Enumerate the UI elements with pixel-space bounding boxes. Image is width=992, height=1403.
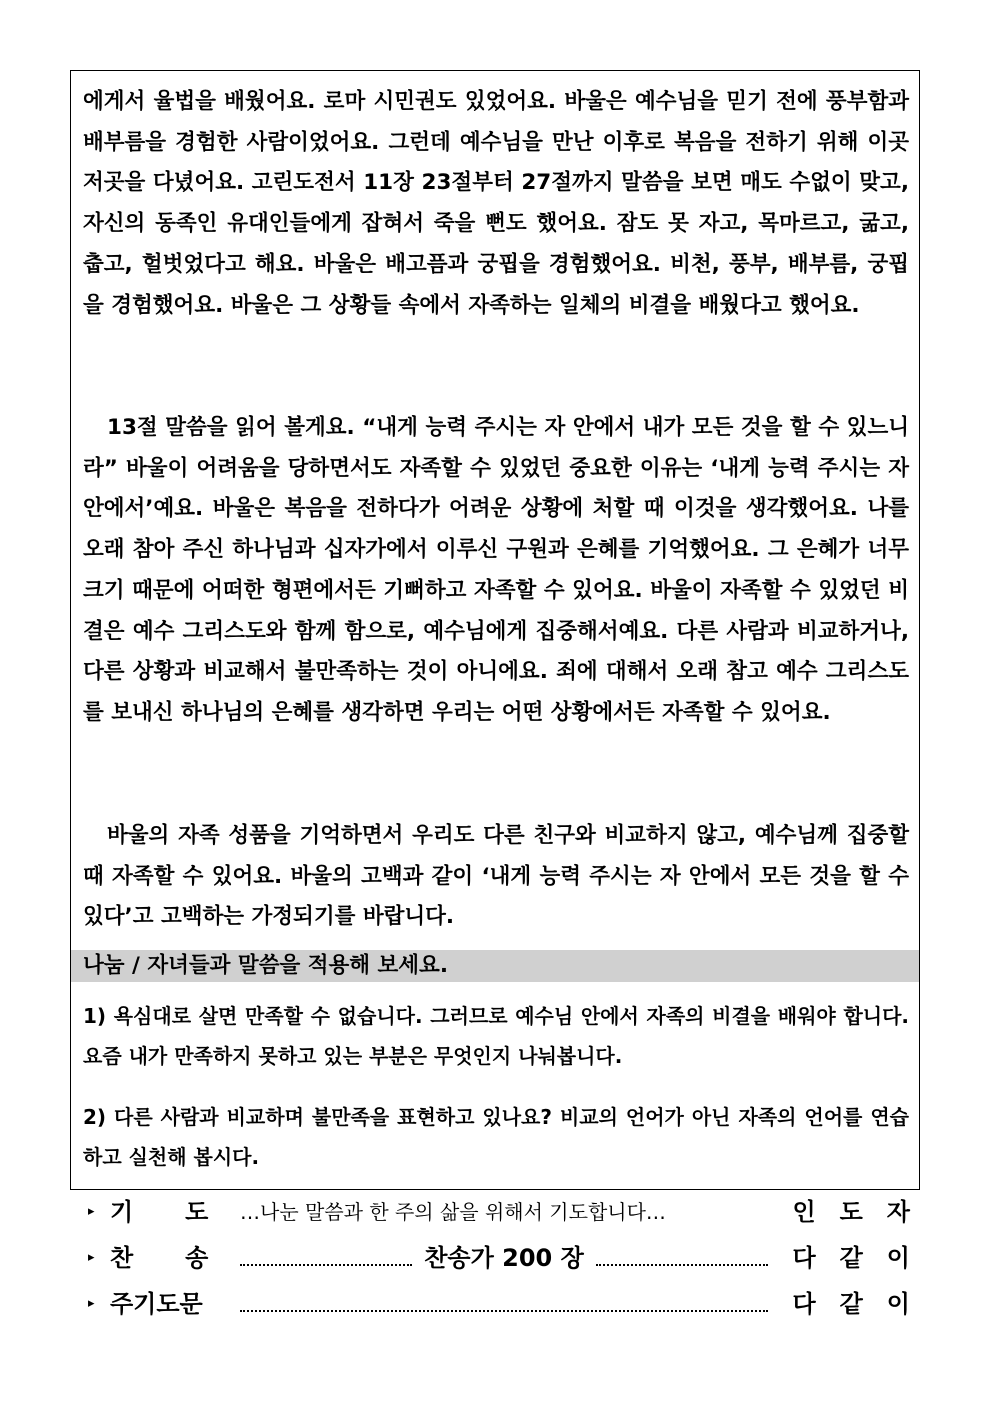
order-label: 찬송 — [110, 1244, 261, 1272]
order-middle — [240, 1192, 768, 1232]
order-label: 기도 — [110, 1198, 261, 1226]
order-middle — [240, 1284, 768, 1324]
order-middle — [240, 1238, 768, 1278]
dotted-leader — [240, 1264, 412, 1266]
order-description: 찬송가 200 장 — [424, 1244, 584, 1272]
order-label: 주기도문 — [110, 1290, 203, 1318]
order-leader: 다같이 — [792, 1244, 934, 1272]
sharing-question-2: 2) 다른 사람과 비교하며 불만족을 표현하고 있나요? 비교의 언어가 아닌 자족의 언어를 연습하고 실천해 봅시다. — [83, 1105, 909, 1169]
order-leader: 다같이 — [792, 1290, 934, 1318]
order-description: …나눈 말씀과 한 주의 삶을 위해서 기도합니다… — [240, 1200, 666, 1224]
body-paragraph-1: 에게서 율법을 배웠어요. 로마 시민권도 있었어요. 바울은 예수님을 믿기 전에 풍부함과 배부름을 경험한 사람이었어요. 그런데 예수님을 만난 이후로 복음을 전하기 위해 이곳저곳을 다녔어요. 고린도전서 11장 23절부터 27절까지 말씀을 보면 매도 수없이 맞고, 자신의 동족인 유대인들에게 잡혀서 죽을 뻔도 했어요. 잠도 못 자고, 목마르고, 굶고, 춥고, 헐벗었다고 해요. 바울은 배고픔과 궁핍을 경험했어요. 비천, 풍부, 배부름, 궁핍을 경험했어요. 바울은 그 상황들 속에서 자족하는 일체의 비결을 배웠다고 했어요. — [83, 89, 909, 318]
bullet-arrow-icon: ▸ — [88, 1204, 95, 1219]
bullet-arrow-icon: ▸ — [88, 1296, 95, 1311]
dotted-leader — [596, 1264, 768, 1266]
order-leader: 인도자 — [792, 1198, 934, 1226]
sharing-title: 나눔 / 자녀들과 말씀을 적용해 보세요. — [83, 953, 448, 978]
order-row-hymn — [88, 1238, 934, 1278]
order-row-lords-prayer — [88, 1284, 934, 1324]
order-row-prayer — [88, 1192, 934, 1232]
body-paragraph-2: 13절 말씀을 읽어 볼게요. “내게 능력 주시는 자 안에서 내가 모든 것을 할 수 있느니라” 바울이 어려움을 당하면서도 자족할 수 있었던 중요한 이유는 ‘내게 능력 주시는 자 안에서’예요. 바울은 복음을 전하다가 어려운 상황에 처할 때 이것을 생각했어요. 나를 오래 참아 주신 하나님과 십자가에서 이루신 구원과 은혜를 기억했어요. 그 은혜가 너무 크기 때문에 어떠한 형편에서든 기뻐하고 자족할 수 있어요. 바울이 자족할 수 있었던 비결은 예수 그리스도와 함께 함으로, 예수님에게 집중해서예요. 다른 사람과 비교하거나, 다른 상황과 비교해서 불만족하는 것이 아니에요. 죄에 대해서 오래 참고 예수 그리스도를 보내신 하나님의 은혜를 생각하면 우리는 어떤 상황에서든 자족할 수 있어요. — [83, 415, 909, 725]
body-paragraph-3: 바울의 자족 성품을 기억하면서 우리도 다른 친구와 비교하지 않고, 예수님께 집중할 때 자족할 수 있어요. 바울의 고백과 같이 ‘내게 능력 주시는 자 안에서 모든 것을 할 수 있다’고 고백하는 가정되기를 바랍니다. — [83, 823, 909, 930]
sharing-question-1: 1) 욕심대로 살면 만족할 수 없습니다. 그러므로 예수님 안에서 자족의 비결을 배워야 합니다. 요즘 내가 만족하지 못하고 있는 부분은 무엇인지 나눠봅니다. — [83, 1004, 909, 1068]
dotted-leader — [240, 1310, 768, 1312]
bullet-arrow-icon: ▸ — [88, 1250, 95, 1265]
